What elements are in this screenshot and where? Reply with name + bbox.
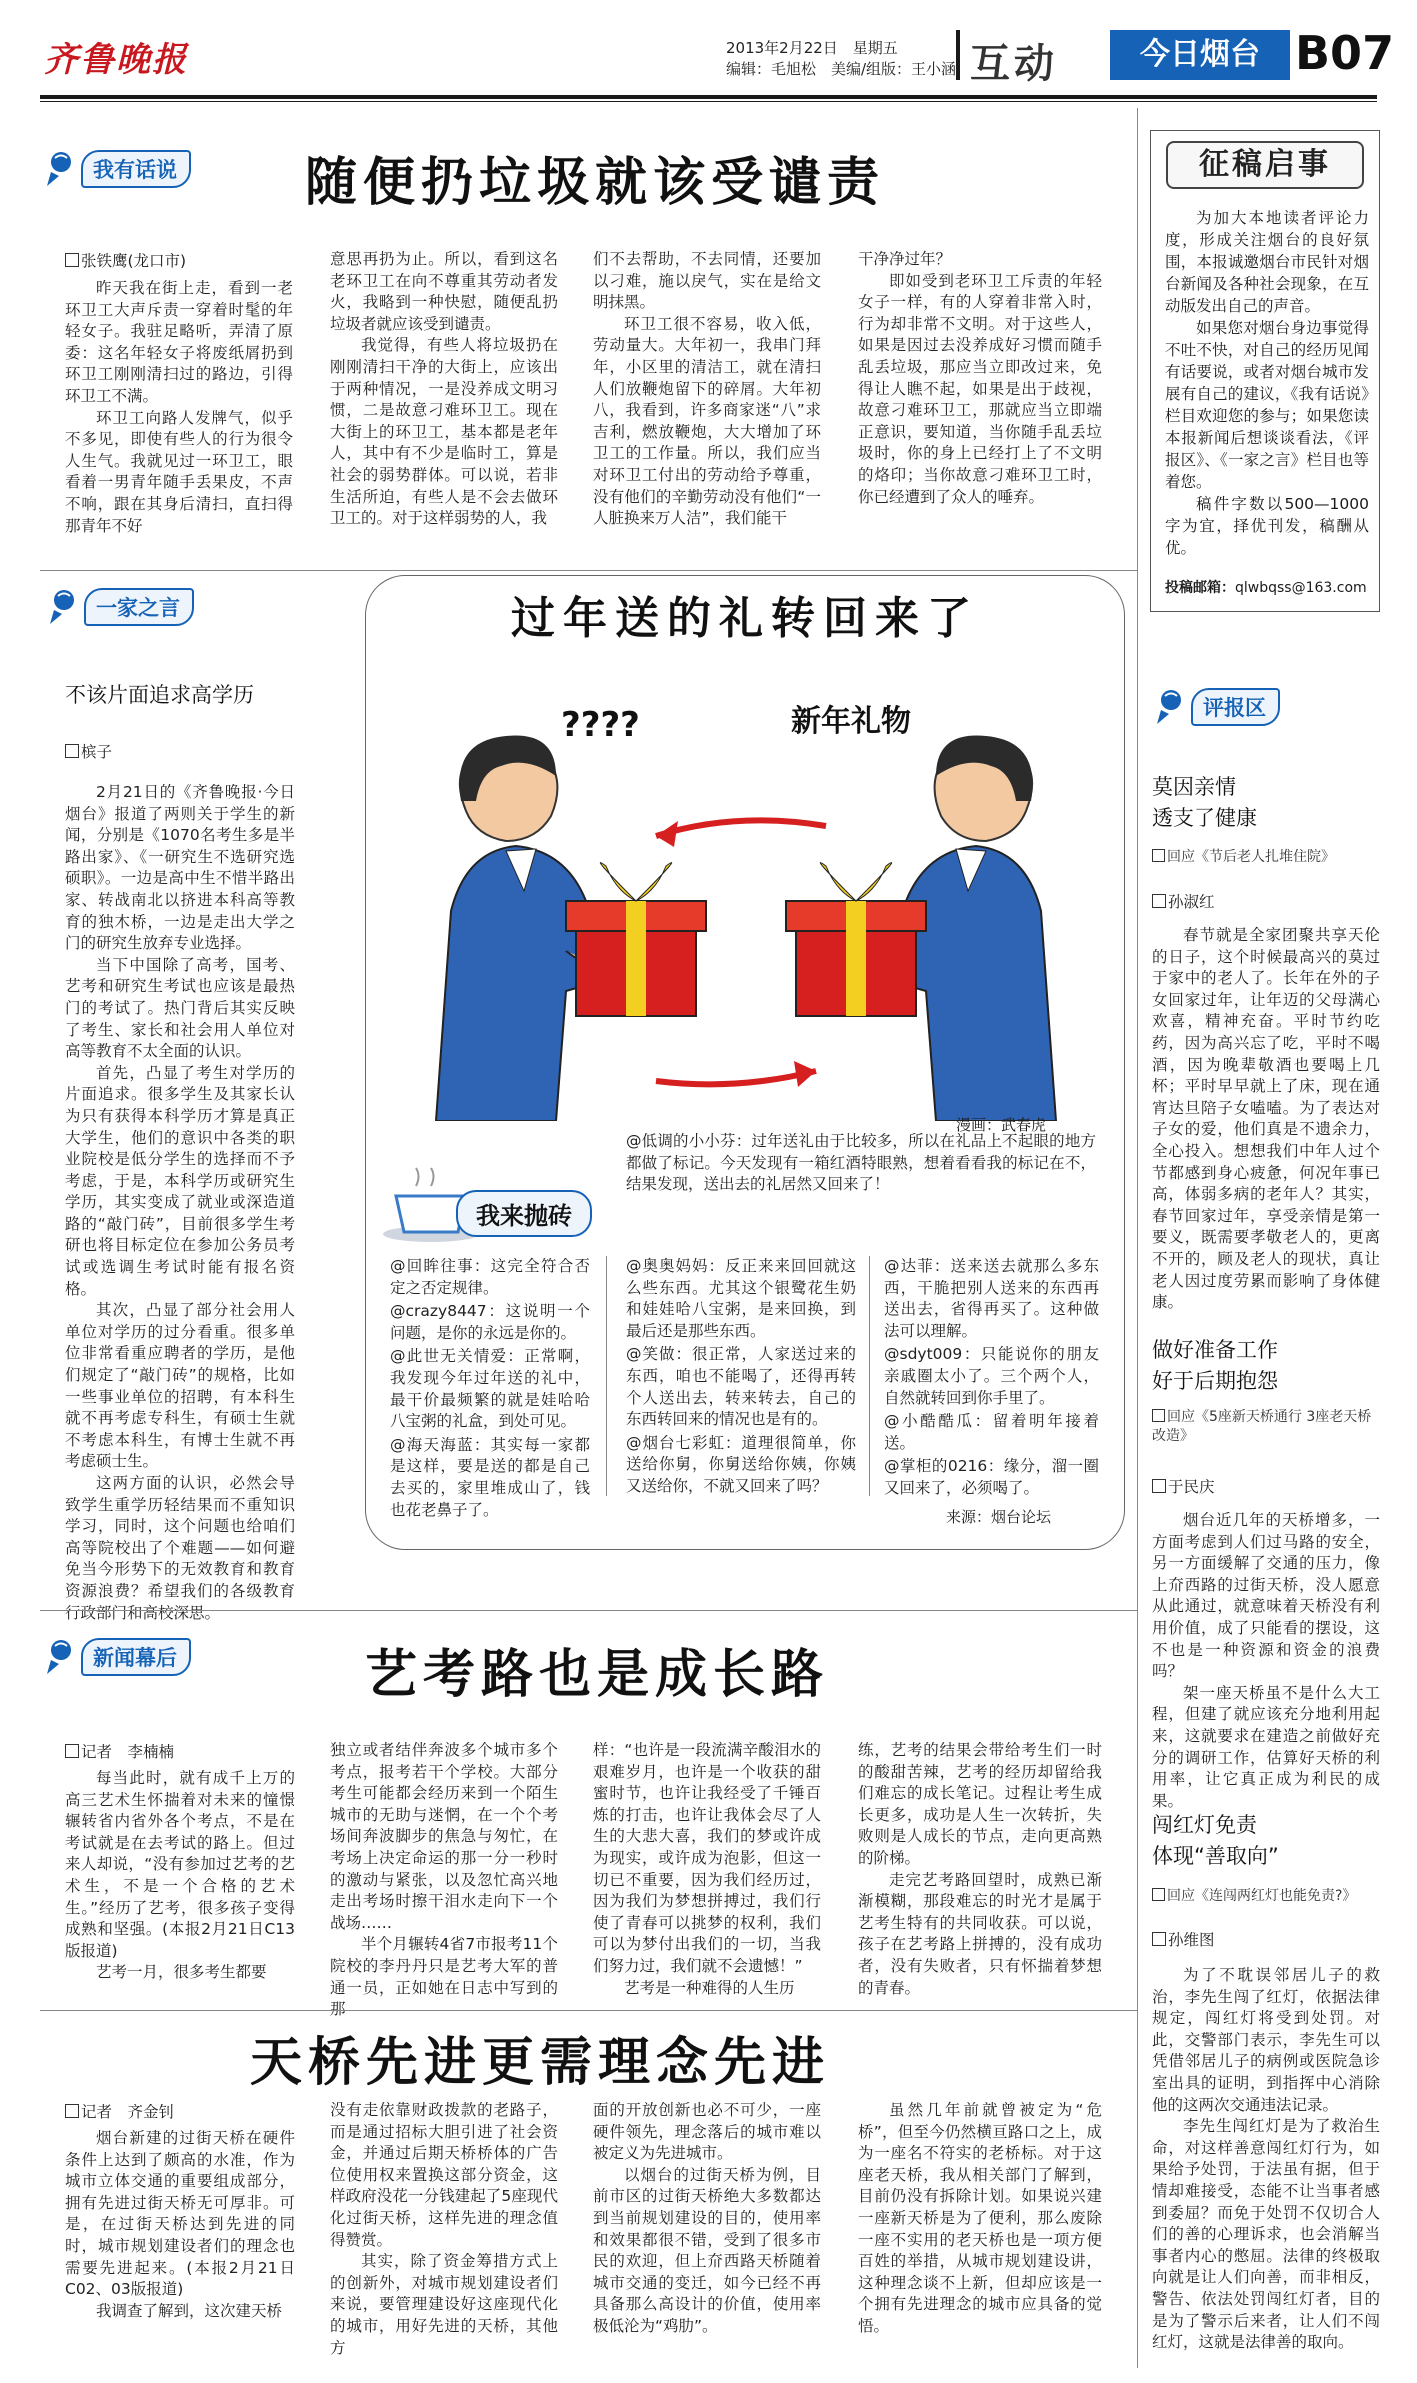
article-column bbox=[858, 249, 1102, 508]
review-author: 于民庆 bbox=[1152, 1475, 1215, 1497]
cartoon-credit: 漫画：武春虎 bbox=[956, 1116, 1047, 1134]
paragraph: 样：“也许是一段流满辛酸泪水的艰难岁月，也许是一个收获的甜蜜时节，也许让我经受了千锤百炼的打击，也许让我体会尽了人生的大悲大喜，我们的梦或许成为现实，或许成为泡影，但这一切已不重要，因为我们经历过，因为我们为梦想拼搏过，我们行使了青春可以挑梦的权利，我们可以为梦付出我们的一切，当我们努力过，我们就不会遗憾！” bbox=[593, 1741, 821, 1975]
review-author: 孙维图 bbox=[1152, 1928, 1215, 1950]
divider bbox=[40, 2010, 1137, 2011]
review-title bbox=[1152, 1810, 1279, 1872]
email-label: 投稿邮箱： bbox=[1165, 580, 1235, 596]
review-title-line: 好于后期抱怨 bbox=[1152, 1369, 1278, 1393]
review-body bbox=[1152, 1510, 1380, 1812]
opinion-title: 不该片面追求高学历 bbox=[65, 683, 254, 707]
paragraph: 环卫工很不容易，收入低，劳动量大。大年初一，我串门拜年，小区里的清洁工，就在清扫人们放鞭炮留下的碎屑。大年初八，我看到，许多商家迷“八”求吉利，燃放鞭炮，大大增加了环卫工的工作量。所以，我们应当对环卫工付出的劳动给予尊重，没有他们的辛勤劳动没有他们“一人脏换来万人洁”，我们能干 bbox=[593, 314, 821, 528]
gift-box-left bbox=[566, 863, 706, 1016]
paragraph: 以烟台的过街天桥为例，目前市区的过街天桥绝大多数都达到当前规划建设的目的，使用率和效果都很不错，受到了很多市民的欢迎，但上夼西路天桥随着城市交通的变迁，如今已经不再具备那么高设计的价值，使用率极低沦为“鸡肋”。 bbox=[593, 2165, 821, 2335]
review-title-line: 莫因亲情 bbox=[1152, 775, 1236, 799]
article-column bbox=[593, 1740, 821, 1999]
comment: @烟台七彩虹：道理很简单，你送给你舅，你舅送给你姨，你姨又送给你，不就又回来了吗？ bbox=[626, 1433, 856, 1495]
article-column bbox=[330, 2100, 558, 2359]
article-column bbox=[858, 1740, 1102, 1999]
newspaper-masthead: 齐鲁晚报 bbox=[44, 40, 188, 80]
review-title-line: 做好准备工作 bbox=[1152, 1338, 1278, 1362]
pen-icon bbox=[45, 1638, 75, 1676]
badge-label: 评报区 bbox=[1191, 688, 1280, 726]
cartoon-feature bbox=[365, 575, 1125, 1550]
paragraph: 我调查了解到，这次建天桥 bbox=[96, 2301, 283, 2320]
article-author: 记者 李楠楠 bbox=[65, 1740, 174, 1762]
badge-wolai: 我来抛砖 bbox=[456, 1190, 592, 1237]
divider bbox=[869, 1256, 870, 1496]
arrow-right-icon bbox=[656, 1071, 816, 1084]
comment: @海天海蓝：其实每一家都是这样，要是送的都是自己去买的，家里堆成山了，钱也花老鼻子了。 bbox=[390, 1435, 590, 1519]
opinion-author: 槟子 bbox=[65, 740, 112, 762]
header-rule-thin bbox=[40, 101, 1377, 102]
comment: @crazy8447：这说明一个问题，是你的永远是你的。 bbox=[390, 1302, 590, 1342]
paragraph: 没有走依靠财政拨款的老路子，而是通过招标大胆引进了社会资金，并通过后期天桥桥体的广告位使用权来置换这部分资金，这样政府没花一分钱建起了5座现代化过街天桥，这样先进的理念值得赞赏。 bbox=[330, 2101, 558, 2249]
article-column bbox=[330, 249, 558, 530]
article-headline: 艺考路也是成长路 bbox=[365, 1644, 830, 1705]
pen-icon bbox=[48, 588, 78, 626]
pen-icon bbox=[1155, 688, 1185, 726]
paragraph: 们不去帮助，不去同情，还要加以刁难，施以戾气，实在是给文明抹黑。 bbox=[593, 250, 821, 312]
paragraph: 虽然几年前就曾被定为“危桥”，但至今仍然横亘路口之上，成为一座名不符实的老桥标。对于这座老天桥，我从相关部门了解到，目前仍没有拆除计划。如果说兴建一座新天桥是为了便利，那么废除一座不实用的老天桥也是一项方便百姓的举措，从城市规划建设讲，这种理念谈不上新，但却应该是一个拥有先进理念的城市应具备的觉悟。 bbox=[858, 2101, 1102, 2335]
notice-title: 征稿启事 bbox=[1166, 141, 1364, 189]
question-marks: ???? bbox=[561, 705, 640, 745]
article-column bbox=[330, 1740, 558, 2021]
comments-col-3 bbox=[884, 1256, 1099, 1502]
comment: @回眸往事：这完全符合否定之否定规律。 bbox=[390, 1257, 590, 1297]
paragraph: 昨天我在街上走，看到一老环卫工大声斥责一穿着时髦的年轻女子。我驻足略听，弄清了原委：这名年轻女子将废纸屑扔到环卫工刚刚清扫过的路边，引得环卫工不满。 bbox=[65, 279, 293, 405]
editors-line: 编辑：毛旭松 美编/组版：王小涵 bbox=[726, 60, 957, 78]
divider bbox=[40, 570, 1137, 571]
comment: @小酷酷瓜：留着明年接着送。 bbox=[884, 1412, 1099, 1452]
paragraph: 其次，凸显了部分社会用人单位对学历的过分看重。很多单位非常看重应聘者的学历，是他们规定了“敲门砖”的规格，比如一些事业单位的招聘，有本科生就不再考虑专科生，有硕士生就不考虑本科生，有博士生就不再考虑硕士生。 bbox=[65, 1301, 295, 1471]
comment: @掌柜的0216：缘分，溜一圈又回来了，必须喝了。 bbox=[884, 1457, 1099, 1497]
article-column bbox=[65, 278, 293, 537]
article-column bbox=[65, 2128, 295, 2322]
paragraph: 这两方面的认识，必然会导致学生重学历轻结果而不重知识学习，同时，这个问题也给咱们高等院校出了个难题——如何避免当今形势下的无效教育和教育资源浪费？希望我们的各级教育行政部门和高校深思。 bbox=[65, 1474, 295, 1622]
paragraph: 意思再扔为止。所以，看到这名老环卫工在向不尊重其劳动者发火，我略到一种快慰，随便乱扔垃圾者就应该受到谴责。 bbox=[330, 250, 558, 333]
badge-label: 一家之言 bbox=[84, 588, 194, 626]
paragraph: 为加大本地读者评论力度，形成关注烟台的良好氛围，本报诚邀烟台市民针对烟台新闻及各种社会现象，在互动版发出自己的声音。 bbox=[1165, 209, 1369, 315]
paragraph: 春节就是全家团聚共享天伦的日子，这个时候最高兴的莫过于家中的老人了。长年在外的子女回家过年，让年迈的父母满心欢喜，精神充奋。平时节约吃药，因为高兴忘了吃，平时不喝酒，因为晚辈敬酒也要喝上几杯；平时早早就上了床，现在通宵达旦陪子女嗑嗑。为了表达对子女的爱，他们真是不遗余力，全心投入。想想我们中年人过个节都感到身心疲惫，何况年事已高，体弱多病的老年人？其实，春节回家过年，享受亲情是第一要义，既需要孝敬老人的，更离不开的，顾及老人的现状，真让老人因过度劳累而影响了身体健康。 bbox=[1152, 926, 1380, 1312]
page-header bbox=[40, 24, 1395, 94]
comment: @达菲：送来送去就那么多东西，干脆把别人送来的东西再送出去，省得再买了。这种做法可以理解。 bbox=[884, 1257, 1099, 1340]
comments-col-2 bbox=[626, 1256, 856, 1500]
badge-label: 我有话说 bbox=[81, 150, 191, 188]
badge-woyou bbox=[45, 150, 191, 188]
gift-caption: 新年礼物 bbox=[791, 704, 911, 739]
review-title bbox=[1152, 772, 1257, 834]
call-for-submissions bbox=[1150, 130, 1380, 612]
edition-tag: 今日烟台 bbox=[1110, 30, 1290, 80]
review-author: 孙淑红 bbox=[1152, 890, 1215, 912]
paragraph: 当下中国除了高考，国考、艺考和研究生考试也应该是最热门的考试了。热门背后其实反映了考生、家长和社会用人单位对高等教育不太全面的认识。 bbox=[65, 955, 295, 1061]
header-divider bbox=[956, 30, 960, 80]
review-reply-to: 回应《5座新天桥通行 3座老天桥改造》 bbox=[1152, 1408, 1380, 1446]
article-column bbox=[593, 2100, 821, 2338]
article-author: 张铁鹰(龙口市) bbox=[65, 249, 186, 271]
badge-yijia bbox=[48, 588, 194, 626]
review-title bbox=[1152, 1335, 1278, 1397]
article-headline: 随便扔垃圾就该受谴责 bbox=[305, 152, 886, 213]
email-address[interactable]: qlwbqss@163.com bbox=[1235, 580, 1367, 596]
arrow-left-icon bbox=[656, 820, 826, 836]
paragraph: 首先，凸显了考生对学历的片面追求。很多学生及其家长认为只有获得本科学历才算是真正大学生，他们的意识中各类的职业院校是低分学生的选择而不予考虑，于是，本科学历或研究生学历，其实变成了就业或深造道路的“敲门砖”，目前很多学生考研也将目标定位在参加公务员考试或选调生考试时能有报名资格。 bbox=[65, 1063, 295, 1298]
comment: @奥奥妈妈：反正来来回回就这么些东西。尤其这个银鹭花生奶和娃娃哈八宝粥，是来回换，到最后还是那些东西。 bbox=[626, 1257, 856, 1340]
comments-source: 来源：烟台论坛 bbox=[946, 1508, 1052, 1526]
paragraph: 为了不耽误邻居儿子的救治，李先生闯了红灯，依据法律规定，闯红灯将受到处罚。对此，交警部门表示，李先生可以凭借邻居儿子的病例或医院急诊室出具的证明，到指挥中心消除他的这两次交通违法记录。 bbox=[1152, 1966, 1380, 2114]
paragraph: 每当此时，就有成千上万的高三艺术生怀揣着对未来的憧憬辗转省内省外各个考点，不是在考试就是在去考试的路上。但过来人却说，“没有参加过艺考的艺术生，不是一个合格的艺术生。”经历了艺考，很多孩子变得成熟和坚强。(本报2月21日C13版报道) bbox=[65, 1769, 295, 1960]
gift-box-right bbox=[786, 863, 926, 1016]
paragraph: 烟台新建的过街天桥在硬件条件上达到了颇高的水准，作为城市立体交通的重要组成部分，拥有先进过街天桥无可厚非。可是，在过街天桥达到先进的同时，城市规划建设者们的理念也需要先进起来。(本报2月21日C02、03版报道) bbox=[65, 2129, 295, 2299]
comment: @sdyt009：只能说你的朋友亲戚圈太小了。三个两个人，自然就转回到你手里了。 bbox=[884, 1345, 1099, 1407]
badge-pingbao bbox=[1155, 688, 1280, 726]
paragraph: 烟台近几年的天桥增多，一方面考虑到人们过马路的安全，另一方面缓解了交通的压力，像上夼西路的过街天桥，没人愿意从此通过，就意味着天桥没有利用价值，成了只能看的摆设，这不也是一种资源和资金的浪费吗？ bbox=[1152, 1511, 1380, 1681]
paragraph: 其实，除了资金筹措方式上的创新外，对城市规划建设者们来说，要管理建设好这座现代化的城市，用好先进的天桥，其他方 bbox=[330, 2252, 558, 2357]
review-title-line: 透支了健康 bbox=[1152, 806, 1257, 830]
review-reply-to: 回应《连闯两红灯也能免责?》 bbox=[1152, 1885, 1356, 1905]
pen-icon bbox=[45, 150, 75, 188]
paragraph: 走完艺考路回望时，成熟已渐渐模糊，那段难忘的时光才是属于艺考生特有的共同收获。可以说，孩子在艺考路上拼搏的，没有成功者，没有失败者，只有怀揣着梦想的青春。 bbox=[858, 1870, 1102, 1997]
comment: @此世无关情爱：正常啊，我发现今年过年送的礼中，最干价最频繁的就是娃哈哈八宝粥的礼盒，到处可见。 bbox=[390, 1347, 590, 1431]
paragraph: 环卫工向路人发牌气，似乎不多见，即使有些人的行为很令人生气。我就见过一环卫工，眼看着一男青年随手丢果皮，不声不响，跟在其身后清扫，直扫得那青年不好 bbox=[65, 408, 293, 535]
paragraph: 艺考一月，很多考生都要 bbox=[96, 1963, 267, 1982]
column-divider bbox=[1137, 108, 1138, 2368]
lead-quote: @低调的小小芬：过年送礼由于比较多，所以在礼品上不起眼的地方都做了标记。今天发现有一箱红酒特眼熟，想着看看我的标记在不，结果发现，送出去的礼居然又回来了！ bbox=[626, 1132, 1096, 1194]
feature-title: 过年送的礼转回来了 bbox=[511, 593, 979, 644]
paragraph: 架一座天桥虽不是什么大工程，但建了就应该充分地利用起来，这就要求在建造之前做好充分的调研工作，估算好天桥的利用率，让它真正成为利民的成果。 bbox=[1152, 1683, 1380, 1810]
cartoon-illustration bbox=[406, 651, 1086, 1121]
article-headline: 天桥先进更需理念先进 bbox=[250, 2032, 831, 2093]
paragraph: 面的开放创新也必不可少，一座硬件领先，理念落后的城市难以被定义为先进城市。 bbox=[593, 2101, 821, 2163]
badge-label: 新闻幕后 bbox=[81, 1638, 191, 1676]
paragraph: 艺考是一种难得的人生历 bbox=[624, 1978, 795, 1997]
section-name: 互动 bbox=[970, 41, 1058, 87]
header-meta bbox=[726, 38, 956, 80]
review-body bbox=[1152, 1965, 1380, 2354]
badge-xinwen bbox=[45, 1638, 191, 1676]
article-column bbox=[593, 249, 821, 530]
paragraph: 稿件字数以500—1000字为宜，择优刊发，稿酬从优。 bbox=[1165, 495, 1369, 557]
page-number: B07 bbox=[1295, 26, 1395, 80]
paragraph: 干净净过年？ bbox=[858, 250, 952, 268]
date-line: 2013年2月22日 星期五 bbox=[726, 39, 898, 57]
submission-email bbox=[1165, 577, 1367, 597]
header-rule bbox=[40, 95, 1377, 99]
divider bbox=[40, 1610, 1137, 1611]
paragraph: 即如受到老环卫工斥责的年轻女子一样，有的人穿着非常入时，行为却非常不文明。对于这些人，如果是因过去没养成好习惯而随手乱丢垃圾，那应当立即改过来，免得让人瞧不起，如果是出于歧视，故意刁难环卫工，那就应当立即端正意识，要知道，当你随手乱丢垃圾时，你的身上已经打上了不文明的烙印；当你故意刁难环卫工时，你已经遭到了众人的唾弃。 bbox=[858, 271, 1102, 506]
opinion-body bbox=[65, 782, 295, 1624]
article-column bbox=[858, 2100, 1102, 2338]
review-body bbox=[1152, 925, 1380, 1314]
review-reply-to: 回应《节后老人扎堆住院》 bbox=[1152, 846, 1335, 866]
paragraph: 如果您对烟台身边事觉得不吐不快，对自己的经历见闻有话要说，或者对烟台城市发展有自己的建议，《我有话说》栏目欢迎您的参与；如果您读本报新闻后想谈谈看法，《评报区》、《一家之言》栏目也等着您。 bbox=[1165, 319, 1369, 491]
article-column bbox=[65, 1768, 295, 1984]
paragraph: 半个月辗转4省7市报考11个院校的李丹丹只是艺考大军的普通一员，正如她在日志中写到的那 bbox=[330, 1935, 558, 2019]
paragraph: 李先生闯红灯是为了救治生命，对这样善意闯红灯行为，如果给予处罚，于法虽有据，但于情却难接受，态能不让当事者感到委屈？而免于处罚不仅切合人们的善的心理诉求，也会消解当事者内心的憋屈。法律的终极取向就是让人们向善，而非相反，警告、依法处罚闯红灯者，目的是为了警示后来者，让人们不闯红灯，这就是法律善的取向。 bbox=[1152, 2117, 1380, 2352]
article-author: 记者 齐金钊 bbox=[65, 2100, 174, 2122]
divider bbox=[606, 1256, 607, 1496]
comment: @笑做：很正常，人家送过来的东西，咱也不能喝了，还得再转个人送出去，转来转去，自己的东西转回来的情况也是有的。 bbox=[626, 1345, 856, 1429]
paragraph: 练，艺考的结果会带给考生们一时的酸甜苦辣，艺考的经历却留给我们难忘的成长笔记。过程让考生成长更多，成功是人生一次转折，失败则是人成长的节点，走向更高熟的阶梯。 bbox=[858, 1741, 1102, 1867]
paragraph: 独立或者结伴奔波多个城市多个考点，报考若干个学校。大部分考生可能都会经历来到一个陌生城市的无助与迷惘，在一个个考场间奔波脚步的焦急与匆忙，在考场上决定命运的那一分一秒时的激动与紧张，以及忽忙高兴地走出考场时擦干泪水走向下一个战场…… bbox=[330, 1741, 558, 1932]
paragraph: 我觉得，有些人将垃圾扔在刚刚清扫干净的大街上，应该出于两种情况，一是没养成文明习惯，二是故意刁难环卫工。现在大街上的环卫工，基本都是老年人，其中有不少是临时工，算是社会的弱势群体。可以说，若非生活所迫，有些人是不会去做环卫工的。对于这样弱势的人，我 bbox=[330, 336, 558, 528]
notice-body bbox=[1165, 207, 1369, 559]
comments-col-1 bbox=[390, 1256, 590, 1523]
review-title-line: 体现“善取向” bbox=[1152, 1844, 1279, 1868]
review-title-line: 闯红灯免责 bbox=[1152, 1813, 1257, 1837]
paragraph: 2月21日的《齐鲁晚报·今日烟台》报道了两则关于学生的新闻，分别是《1070名考生多是半路出家》、《一研究生不选研究选硕职》。一边是高中生不惜半路出家、转战南北以挤进本科高等教育的独木桥，一边是走出大学之门的研究生放弃专业选择。 bbox=[65, 783, 295, 953]
